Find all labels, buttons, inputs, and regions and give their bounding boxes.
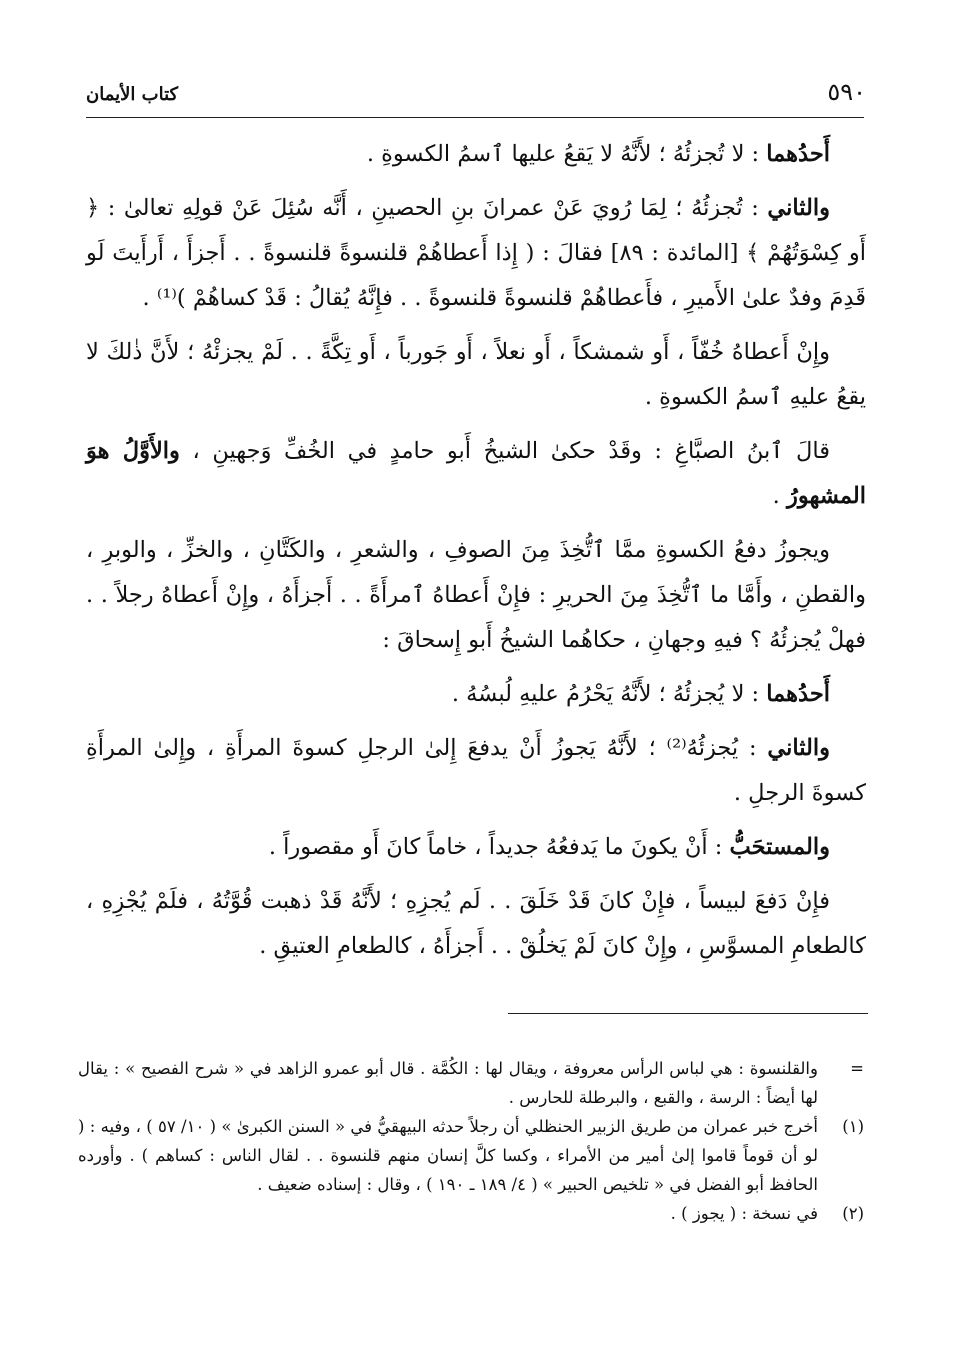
paragraph-text: قالَ ٱبنُ الصبَّاغِ : وقَدْ حكىٰ الشيخُ أَبو حامدٍ في الخُفِّ وَجهينِ ،: [179, 438, 831, 464]
paragraph-lead: أَحدُهما: [766, 141, 830, 167]
footnote-text: في نسخة : ( يجوز ) .: [670, 1204, 818, 1223]
footnote: [78, 1112, 870, 1199]
footnote-mark: (١): [842, 1117, 864, 1136]
footnote-mark: =: [850, 1059, 864, 1078]
paragraph-text: وإِنْ أَعطاهُ خُفّاً ، أَو شمشكاً ، أَو نعلاً ، أَو جَورباً ، أَو تِكَّةً . . لَمْ يجزئْهُ ؛ لأَنَّ ذٰلكَ لا يقعُ عليهِ ٱسمُ الكسوةِ .: [86, 339, 866, 410]
footnote-text: والقلنسوة : هي لباس الرأس معروفة ، ويقال لها : الكُمَّة . قال أبو عمرو الزاهد في « شرح الفصيح » : يقال لها أيضاً : الرسة ، والقبع ، والبرطلة للحارس .: [78, 1059, 818, 1107]
running-header-title: كتاب الأيمان: [86, 84, 179, 105]
paragraph-text: : تُجزئُهُ ؛ لِمَا رُويَ عَنْ عمرانَ بنِ الحصينِ ، أَنَّه سُئِلَ عَنْ قولِهِ تعالىٰ : ﴿ أَو كِسْوَتُهُمْ ﴾ [المائدة : ٨٩] فقالَ : ( إِذا أَعطاهُمْ قلنسوةً قلنسوةً . . أَجزأَ ، أَرأَيتَ لَو قَدِمَ وفدٌ علىٰ الأَميرِ ، فأَعطاهُمْ قلنسوةً قلنسوةً . . فإِنَّهُ يُقالُ : قَدْ كساهُمْ )⁽¹⁾ .: [86, 195, 867, 311]
footnote-mark: (٢): [842, 1204, 864, 1223]
paragraph-text: : لا تُجزئُهُ ؛ لأَنَّهُ لا يَقعُ عليها ٱسمُ الكسوةِ .: [366, 141, 767, 167]
main-text: [86, 132, 866, 978]
paragraph-text: : أَنْ يكونَ ما يَدفعُهُ جديداً ، خاماً كانَ أَو مقصوراً .: [268, 834, 730, 860]
paragraph: [86, 825, 866, 870]
paragraph-bold-tail: والأَوَّلُ هوَ المشهورُ: [86, 438, 866, 509]
paragraph: [86, 330, 866, 420]
footnote-text: أخرج خبر عمران من طريق الزبير الحنظلي أن رجلاً حدثه البيهقيُّ في « السنن الكبرىٰ » ( ١٠/ ٥٧ ) ، وفيه : ( لو أن قوماً قاموا إلىٰ أمير من الأمراء ، وكسا كلَّ إنسان منهم قلنسوة . . لقال الناس : كساهم ) . وأورده الحافظ أبو الفضل في « تلخيص الحبير » ( ٤/ ١٨٩ ـ ١٩٠ ) ، وقال : إسناده ضعيف .: [78, 1117, 818, 1194]
paragraph: [86, 726, 866, 816]
paragraph-text: فإِنْ دَفعَ لبيساً ، فإِنْ كانَ قَدْ خَلَقَ . . لَم يُجزِهِ ؛ لأَنَّهُ قَدْ ذهبت قُوَّتُهُ ، فلَمْ يُجْزِهِ ، كالطعامِ المسوَّسِ ، وإِنْ كانَ لَمْ يَخلُقْ . . أَجزأَهُ ، كالطعامِ العتيقِ .: [86, 888, 866, 959]
paragraph: [86, 186, 866, 321]
paragraph-after: .: [772, 483, 787, 509]
paragraph-lead: أَحدُهما: [766, 681, 830, 707]
paragraph-lead: والثاني: [767, 195, 830, 221]
header-rule: [86, 117, 864, 118]
paragraph-text: ويجوزُ دفعُ الكسوةِ ممَّا ٱتُّخِذَ مِنَ الصوفِ ، والشعرِ ، والكَتَّانِ ، والخزِّ ، والوبرِ ، والقطنِ ، وأَمَّا ما ٱتُّخِذَ مِنَ الحريرِ : فإِنْ أَعطاهُ ٱمرأَةً . . أَجزأَهُ ، وإِنْ أَعطاهُ رجلاً . . فهلْ يُجزئُهُ ؟ فيهِ وجهانِ ، حكاهُما الشيخُ أَبو إِسحاقَ :: [86, 537, 866, 653]
footnote: [78, 1199, 870, 1228]
paragraph-lead: والثاني: [767, 735, 831, 761]
footnotes: [78, 1054, 870, 1228]
paragraph-text: : يُجزئُهُ⁽²⁾ ؛ لأَنَّهُ يَجوزُ أَنْ يدفعَ إِلىٰ الرجلِ كسوةَ المرأَةِ ، وإِلىٰ المرأَةِ كسوةَ الرجلِ .: [86, 735, 866, 806]
footnote-separator: [508, 1013, 868, 1014]
paragraph: [86, 879, 866, 969]
paragraph-text: : لا يُجزئُهُ ؛ لأَنَّهُ يَحْرُمُ عليهِ لُبسُهُ .: [451, 681, 767, 707]
paragraph: [86, 672, 866, 717]
page-number: ٥٩٠: [827, 78, 866, 106]
paragraph: [86, 429, 866, 519]
paragraph: [86, 528, 866, 663]
paragraph-lead: والمستحَبُّ: [729, 834, 830, 860]
paragraph: [86, 132, 866, 177]
footnote: [78, 1054, 870, 1112]
